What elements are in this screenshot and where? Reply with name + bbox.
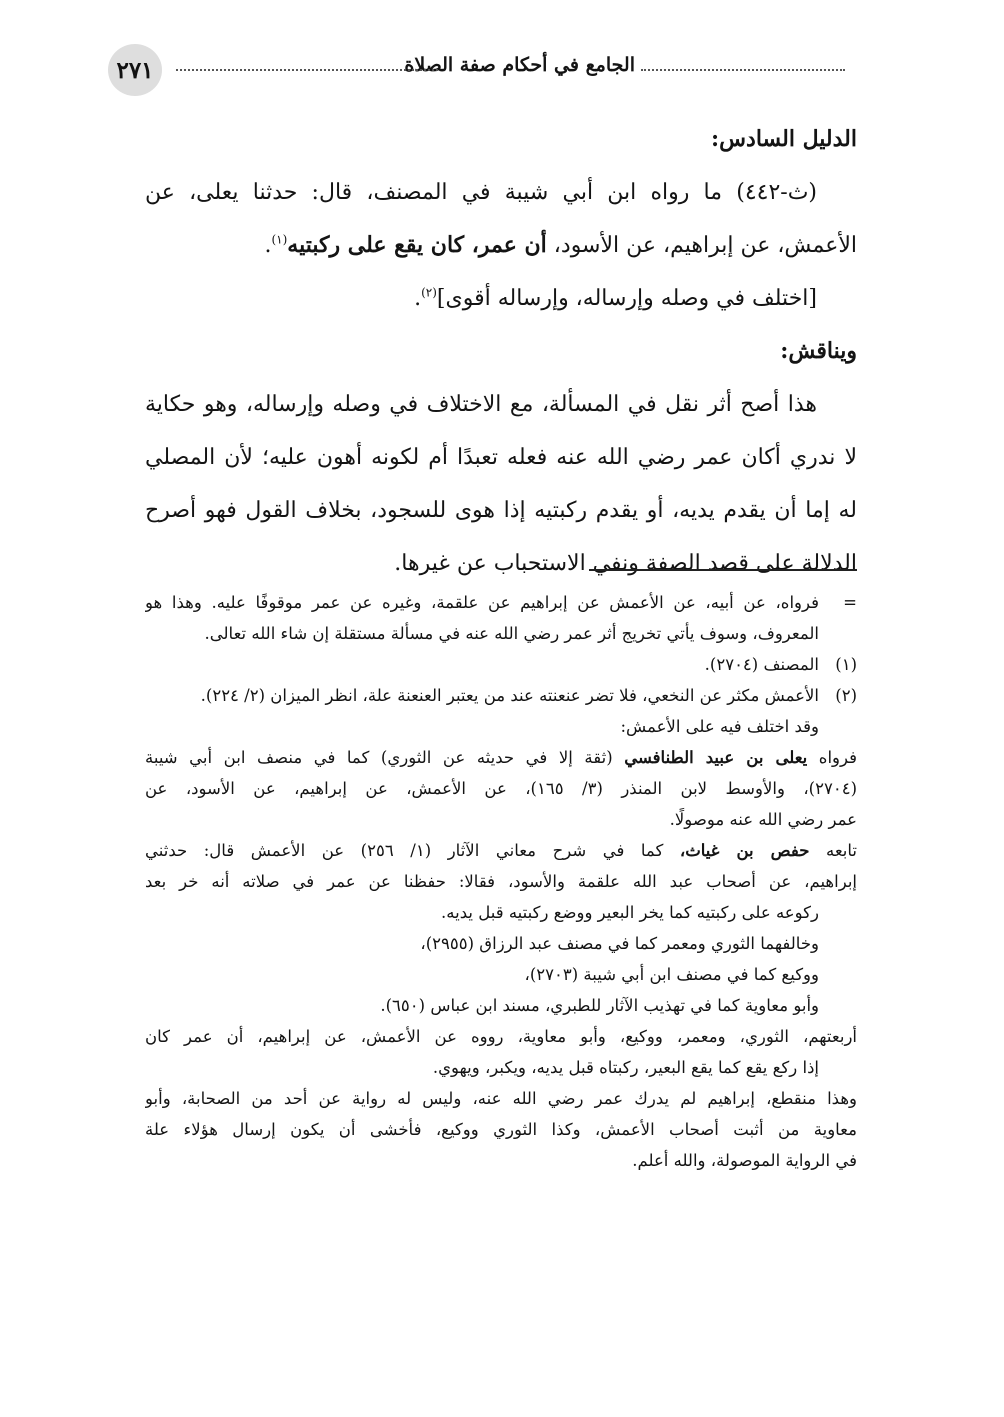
continuation-text-1: فرواه، عن أبيه، عن الأعمش عن إبراهيم عن علقمة، وغيره عن عمر موقوفًا عليه. وهذا هو bbox=[145, 593, 819, 612]
hadith-line-2 bbox=[145, 219, 857, 272]
footnote-2-line-8: ركوعه على ركبتيه كما يخر البعير ووضع ركبتيه قبل يديه. bbox=[441, 903, 819, 922]
footnote-ref-1[interactable]: (١) bbox=[271, 232, 288, 247]
hadith-line-1: (ث-٤٤٢) ما رواه ابن أبي شيبة في المصنف، قال: حدثنا يعلى، عن bbox=[145, 180, 817, 205]
footnote-2-text-1: الأعمش مكثر عن النخعي، فلا تضر عنعنته عند من يعتبر العنعنة علة، انظر الميزان (٢/ ٢٢٤). bbox=[200, 686, 819, 705]
discussion-line-1: هذا أصح أثر نقل في المسألة، مع الاختلاف في وصله وإرساله، وهو حكاية bbox=[145, 392, 817, 417]
heading-sixth-evidence: الدليل السادس: bbox=[711, 126, 857, 152]
footnote-2-line-6 bbox=[145, 835, 857, 866]
heading-discussion: ويناقش: bbox=[780, 338, 857, 364]
footnote-2-line-12: أربعتهم، الثوري، ومعمر، ووكيع، وأبو معاوية، رووه عن الأعمش، عن إبراهيم، أن عمر كان bbox=[145, 1027, 857, 1046]
book-title: الجامع في أحكام صفة الصلاة bbox=[404, 54, 635, 76]
footnote-2-line-5: عمر رضي الله عنه موصولًا. bbox=[669, 810, 857, 829]
grading-text: [اختلف في وصله وإرساله، وإرساله أقوى] bbox=[436, 286, 817, 311]
footnote-2-line-14: وهذا منقطع، إبراهيم لم يدرك عمر رضي الله عنه، وليس له رواية عن أحد من الصحابة، وأبو bbox=[145, 1089, 857, 1108]
discussion-line-4: الدلالة على قصد الصفة ونفي الاستحباب عن غيرها. bbox=[394, 551, 857, 576]
narrator-yala-bold: يعلى بن عبيد الطنافسي bbox=[624, 748, 808, 767]
footnote-2-line-13: إذا ركع يقع كما يقع البعير، ركبتاه قبل يديه، ويكبر، ويهوي. bbox=[432, 1058, 819, 1077]
fn2-l6-a: تابعه bbox=[809, 841, 857, 860]
fn2-l3-b: (ثقة إلا في حديثه عن الثوري) كما في منصف ابن أبي شيبة bbox=[145, 748, 625, 767]
hadith-line-end: . bbox=[264, 233, 272, 258]
footnote-1 bbox=[145, 649, 857, 680]
running-header bbox=[108, 44, 845, 96]
footnote-2-line-11: وأبو معاوية كما في تهذيب الآثار للطبري، مسند ابن عباس (٦٥٠). bbox=[380, 996, 819, 1015]
footnote-1-text: المصنف (٢٧٠٤). bbox=[704, 655, 819, 674]
grading-line bbox=[145, 272, 857, 325]
footnote-2-line-10: ووكيع كما في مصنف ابن أبي شيبة (٢٧٠٣)، bbox=[524, 965, 819, 984]
footnote-2-line-7: إبراهيم، عن أصحاب عبد الله علقمة والأسود، فقالا: حفظنا عن عمر في صلاته أنه خر بعد bbox=[145, 872, 857, 891]
footnote-1-mark: (١) bbox=[835, 655, 857, 674]
continuation-mark: = bbox=[843, 593, 857, 612]
hadith-matn-bold: أن عمر، كان يقع على ركبتيه bbox=[287, 232, 547, 258]
footnote-2-line-15: معاوية من أثبت أصحاب الأعمش، وكذا الثوري ووكيع، فأخشى أن يكون إرسال هؤلاء علة bbox=[145, 1120, 857, 1139]
discussion-line-3: له إما أن يقدم يديه، أو يقدم ركبتيه إذا هوى للسجود، بخلاف القول فهو أصرح bbox=[145, 498, 857, 523]
hadith-chain-text: الأعمش، عن إبراهيم، عن الأسود، bbox=[546, 233, 857, 258]
footnote-2-line-16: في الرواية الموصولة، والله أعلم. bbox=[632, 1151, 857, 1170]
footnote-2-mark: (٢) bbox=[835, 686, 857, 705]
footnote-2-line-2: وقد اختلف فيه على الأعمش: bbox=[620, 717, 819, 736]
narrator-hafs-bold: حفص بن غياث، bbox=[679, 841, 810, 860]
footnotes bbox=[145, 587, 857, 1176]
footnote-2-line-9: وخالفهما الثوري ومعمر كما في مصنف عبد الرزاق (٢٩٥٥)، bbox=[420, 934, 819, 953]
discussion-line-2: لا ندري أكان عمر رضي الله عنه فعله تعبدًا أم لكونه أهون عليه؛ لأن المصلي bbox=[145, 445, 857, 470]
grading-end: . bbox=[414, 286, 422, 311]
footnote-2-line-1 bbox=[145, 680, 857, 711]
footnote-continuation-line-2: المعروف، وسوف يأتي تخريج أثر عمر رضي الله عنه في مسألة مستقلة إن شاء الله تعالى. bbox=[204, 624, 819, 643]
page-number-badge: ٢٧١ bbox=[108, 44, 162, 96]
header-dotted-leader-left bbox=[176, 69, 438, 71]
fn2-l3-a: فرواه bbox=[807, 748, 857, 767]
footnote-continuation-line-1 bbox=[145, 587, 857, 618]
footnote-2-line-4: (٢٧٠٤)، والأوسط لابن المنذر (٣/ ١٦٥)، عن الأعمش، عن إبراهيم، عن الأسود، عن bbox=[145, 779, 857, 798]
header-dotted-leader-right bbox=[641, 69, 845, 71]
fn2-l6-b: كما في شرح معاني الآثار (١/ ٢٥٦) عن الأعمش قال: حدثني bbox=[145, 841, 680, 860]
main-text bbox=[145, 113, 857, 590]
footnote-ref-2[interactable]: (٢) bbox=[421, 285, 437, 300]
footnote-separator bbox=[589, 569, 857, 571]
footnote-2-line-3 bbox=[145, 742, 857, 773]
